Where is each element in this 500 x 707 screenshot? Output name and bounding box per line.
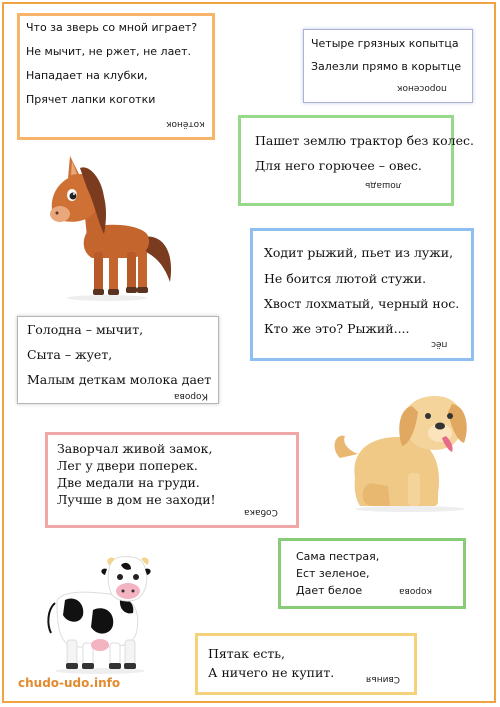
riddle-card-cow	[17, 316, 219, 404]
riddle-line: Малым деткам молока дает	[27, 372, 212, 387]
riddle-line: Что за зверь со мной играет?	[26, 21, 198, 34]
riddle-line: Прячет лапки коготки	[26, 93, 156, 106]
riddle-line: Сыта – жует,	[27, 347, 113, 362]
riddle-line: Лег у двери поперек.	[57, 458, 198, 473]
riddle-answer: Свинья	[366, 674, 401, 684]
riddle-card-dog	[250, 228, 474, 361]
riddle-answer: лошадь	[365, 180, 402, 190]
riddle-answer: котёнок	[166, 119, 205, 129]
riddle-answer: корова	[399, 586, 432, 596]
riddle-line: Дает белое	[296, 584, 363, 597]
dog-illustration	[330, 388, 475, 513]
riddle-card-horse	[238, 115, 474, 206]
riddle-card-cow-2	[278, 538, 466, 609]
riddle-line: Хвост лохматый, черный нос.	[264, 296, 460, 311]
riddle-line: Сама пестрая,	[296, 550, 380, 563]
riddle-card-pig	[195, 633, 417, 695]
riddle-line: Ходит рыжий, пьет из лужи,	[264, 245, 454, 260]
riddle-line: Голодна – мычит,	[27, 322, 144, 337]
riddle-line: Пашет землю трактор без колес.	[255, 133, 474, 148]
riddle-answer: поросенок	[397, 83, 447, 93]
riddle-line: Для него горючее – овес.	[255, 158, 422, 173]
riddle-line: Не мычит, не ржет, не лает.	[26, 45, 191, 58]
riddle-line: Заворчал живой замок,	[57, 441, 213, 456]
riddle-line: Две медали на груди.	[57, 475, 200, 490]
riddle-line: А ничего не купит.	[208, 665, 335, 680]
riddle-card-kitten	[17, 13, 215, 140]
riddle-answer: пёс	[431, 339, 448, 349]
riddle-answer: Собака	[244, 507, 278, 517]
riddle-card-piglet	[303, 29, 473, 103]
riddle-card-dog-2	[45, 432, 299, 528]
horse-illustration	[42, 152, 182, 302]
riddle-answer: Корова	[174, 391, 208, 401]
riddle-line: Ест зеленое,	[296, 567, 370, 580]
riddle-line: Залезли прямо в корытце	[311, 60, 462, 73]
riddle-line: Нападает на клубки,	[26, 69, 148, 82]
riddle-line: Кто же это? Рыжий....	[264, 321, 410, 336]
riddle-line: Лучше в дом не заходи!	[57, 492, 216, 507]
site-footer: chudo-udo.info	[18, 676, 121, 690]
riddle-line: Четыре грязных копытца	[311, 37, 459, 50]
cow-illustration	[45, 555, 160, 675]
riddle-line: Пятак есть,	[208, 646, 286, 661]
riddle-line: Не боится лютой стужи.	[264, 271, 427, 286]
